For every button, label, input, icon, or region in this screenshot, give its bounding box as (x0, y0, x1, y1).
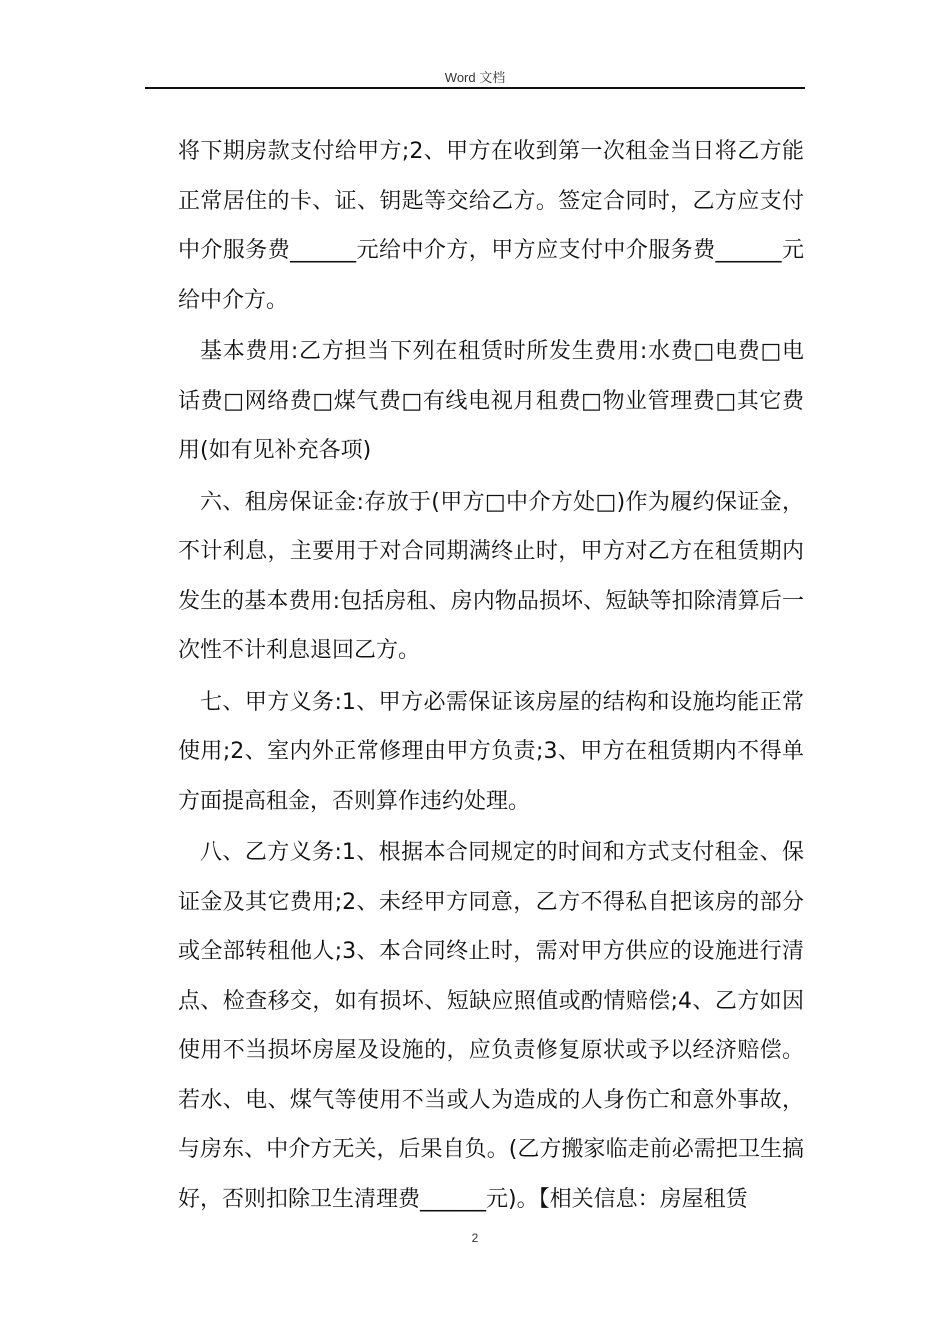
paragraph-party-a-duties: 七、甲方义务:1、甲方必需保证该房屋的结构和设施均能正常使用;2、室内外正常修理由甲方负责;3、甲方在租赁期内不得单方面提高租金，否则算作违约处理。 (178, 689, 804, 814)
document-body (178, 127, 804, 1224)
paragraph-basic-fees: 基本费用:乙方担当下列在租赁时所发生费用:水费□电费□电话费□网络费□煤气费□有线电视月租费□物业管理费□其它费用(如有见补充各项) (178, 339, 804, 463)
paragraph-party-b-duties: 八、乙方义务:1、根据本合同规定的时间和方式支付租金、保证金及其它费用;2、未经甲方同意，乙方不得私自把该房的部分或全部转租他人;3、本合同终止时，需对甲方供应的设施进行清点、检查移交，如有损坏、短缺应照值或酌情赔偿;4、乙方如因使用不当损坏房屋及设施的，应负责修复原状或予以经济赔偿。若水、电、煤气等使用不当或人为造成的人身伤亡和意外事故，与房东、中介方无关，后果自负。(乙方搬家临走前必需把卫生搞好，否则扣除卫生清理费______元)。【相关信息：房屋租赁 (178, 840, 804, 1212)
page-number: 2 (471, 1231, 479, 1245)
page-header-title: Word 文档 (444, 70, 506, 85)
paragraph-payment-continuation: 将下期房款支付给甲方;2、甲方在收到第一次租金当日将乙方能正常居住的卡、证、钥匙等交给乙方。签定合同时，乙方应支付中介服务费______元给中介方，甲方应支付中介服务费______元给中介方。 (178, 139, 804, 313)
header-divider (145, 87, 805, 89)
paragraph-deposit: 六、租房保证金:存放于(甲方□中介方处□)作为履约保证金，不计利息，主要用于对合同期满终止时，甲方对乙方在租赁期内发生的基本费用:包括房租、房内物品损坏、短缺等扣除清算后一次性不计利息退回乙方。 (178, 489, 804, 663)
